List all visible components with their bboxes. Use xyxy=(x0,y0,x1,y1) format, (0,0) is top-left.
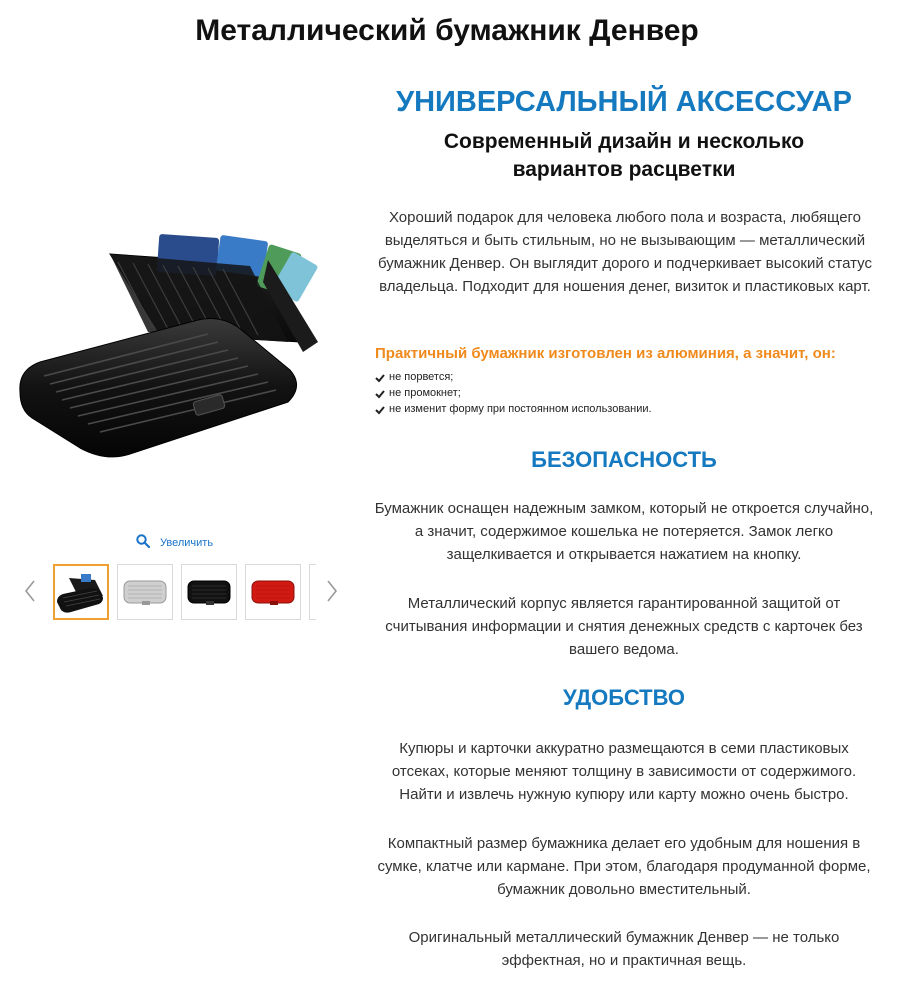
security-paragraph-1: Бумажник оснащен надежным замком, который не откроется случайно, а значит, содержимое кошелька не потеряется. Замок легко защелкивается и открывается нажатием на кнопку. xyxy=(374,500,874,563)
hero-subtitle xyxy=(368,128,880,184)
checklist-item-text: не порвется; xyxy=(389,371,454,383)
checklist-item xyxy=(375,401,652,417)
checkmark-icon xyxy=(375,388,385,398)
checkmark-icon xyxy=(375,404,385,414)
subtitle-line-2: вариантов расцветки xyxy=(512,158,736,181)
convenience-heading: УДОБСТВО xyxy=(562,685,686,710)
zoom-button[interactable] xyxy=(136,534,213,551)
checklist-item xyxy=(375,369,652,385)
thumb-partial[interactable] xyxy=(309,564,316,620)
magnifier-icon xyxy=(136,534,150,551)
checklist-item-text: не изменит форму при постоянном использовании. xyxy=(389,403,652,415)
security-paragraph-2: Металлический корпус является гарантированной защитой от считывания информации и снятия денежных средств с карточек без вашего ведома. xyxy=(385,595,863,658)
prev-arrow-icon[interactable] xyxy=(22,578,38,604)
material-checklist xyxy=(375,369,652,417)
main-product-image[interactable] xyxy=(18,192,340,492)
next-arrow-icon[interactable] xyxy=(324,578,340,604)
page-title: Металлический бумажник Денвер xyxy=(195,14,699,47)
thumbnail-strip xyxy=(22,564,352,622)
checklist-item xyxy=(375,385,652,401)
convenience-paragraph-3: Оригинальный металлический бумажник Денвер — не только эффектная, но и практичная вещь. xyxy=(408,929,840,969)
thumb-silver[interactable] xyxy=(117,564,173,620)
wallet-photo xyxy=(18,192,340,492)
checklist-item-text: не промокнет; xyxy=(389,387,461,399)
convenience-paragraph-1: Купюры и карточки аккуратно размещаются в семи пластиковых отсеках, которые меняют толщину в зависимости от содержимого. Найти и извлечь нужную купюру или карту можно очень быстро. xyxy=(391,740,857,803)
checkmark-icon xyxy=(375,372,385,382)
subtitle-line-1: Современный дизайн и несколько xyxy=(443,130,805,153)
material-heading: Практичный бумажник изготовлен из алюминия, а значит, он: xyxy=(375,345,836,362)
hero-heading: УНИВЕРСАЛЬНЫЙ АКСЕССУАР xyxy=(396,86,852,118)
thumb-black-open[interactable] xyxy=(53,564,109,620)
thumb-black[interactable] xyxy=(181,564,237,620)
convenience-paragraph-2: Компактный размер бумажника делает его удобным для ношения в сумке, клатче или кармане. При этом, благодаря продуманной форме, бумажник довольно вместительный. xyxy=(377,835,871,898)
security-heading: БЕЗОПАСНОСТЬ xyxy=(531,447,717,472)
zoom-label: Увеличить xyxy=(160,536,214,549)
intro-paragraph: Хороший подарок для человека любого пола и возраста, любящего выделяться и быть стильным, но не вызывающим — металлический бумажник Денвер. Он выглядит дорого и подчеркивает высокий статус владельца. Подходит для ношения денег, визиток и пластиковых карт. xyxy=(378,209,872,295)
thumb-red[interactable] xyxy=(245,564,301,620)
